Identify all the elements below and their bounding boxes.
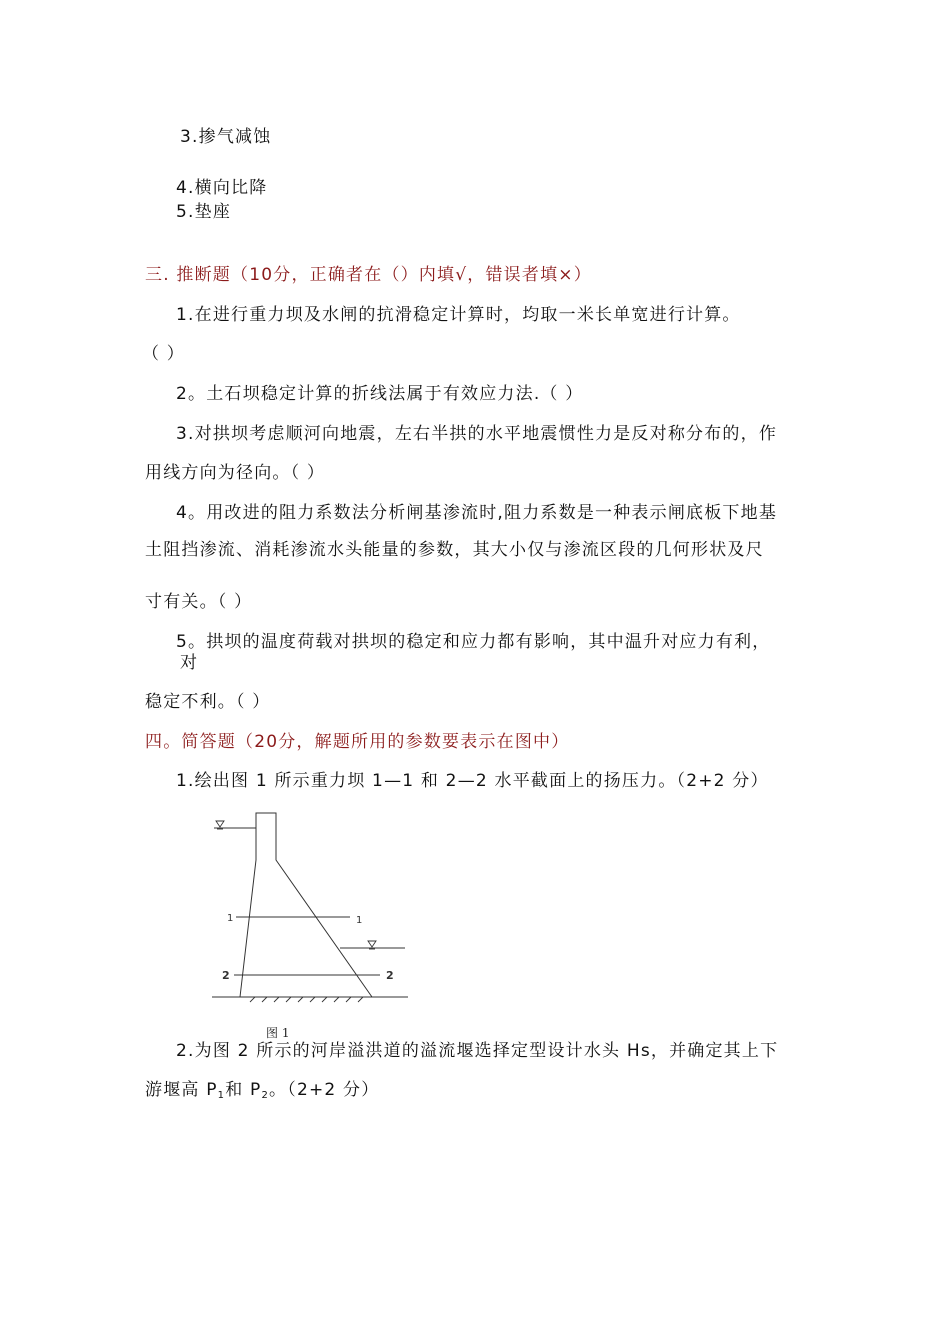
question-text: 1.绘出图 1 所示重力坝 1—1 和 2—2 水平截面上的扬压力。（2+2 分） <box>176 771 769 791</box>
answer-blank: （ ） <box>142 344 186 364</box>
question-text: 对 <box>180 653 199 673</box>
question-text: 4。用改进的阻力系数法分析闸基渗流时,阻力系数是一种表示闸底板下地基 <box>176 503 778 523</box>
list-item: 4.横向比降 <box>176 178 268 198</box>
question-text: 寸有关。（ ） <box>145 592 253 612</box>
question-text <box>145 1079 379 1107</box>
question-text: 5。拱坝的温度荷载对拱坝的稳定和应力都有影响，其中温升对应力有利， <box>176 632 771 652</box>
section-label: 1 <box>227 913 234 924</box>
question-text-part: 。（2+2 分） <box>269 1080 380 1100</box>
question-text: 稳定不利。（ ） <box>145 692 271 712</box>
question-text: 3.对拱坝考虑顺河向地震，左右半拱的水平地震惯性力是反对称分布的，作 <box>176 424 778 444</box>
question-text: 2。土石坝稳定计算的折线法属于有效应力法.（ ） <box>176 384 584 404</box>
question-text-part: 游堰高 P <box>145 1080 218 1100</box>
subscript: 2 <box>261 1090 270 1101</box>
figure-caption: 图 1 <box>266 1026 290 1040</box>
list-item: 3.掺气减蚀 <box>180 127 272 147</box>
dam-outline <box>240 813 372 997</box>
question-text: 用线方向为径向。（ ） <box>145 463 326 483</box>
section-label: 2 <box>386 969 394 982</box>
section-title: 四。简答题（20分，解题所用的参数要表示在图中） <box>145 732 570 752</box>
section-label: 1 <box>356 915 363 926</box>
section-title: 三. 推断题（10分，正确者在（）内填√，错误者填×） <box>145 265 592 285</box>
subscript: 1 <box>217 1090 226 1101</box>
list-item: 5.垫座 <box>176 202 232 222</box>
question-text: 土阻挡渗流、消耗渗流水头能量的参数，其大小仅与渗流区段的几何形状及尺 <box>145 540 764 560</box>
question-text-part: 和 P <box>225 1080 262 1100</box>
question-text: 2.为图 2 所示的河岸溢洪道的溢流堰选择定型设计水头 Hs，并确定其上下 <box>176 1041 779 1061</box>
ground-hatching <box>250 997 363 1002</box>
question-text: 1.在进行重力坝及水闸的抗滑稳定计算时，均取一米长单宽进行计算。 <box>176 305 741 325</box>
dam-figure <box>200 805 420 1020</box>
section-label: 2 <box>222 969 230 982</box>
